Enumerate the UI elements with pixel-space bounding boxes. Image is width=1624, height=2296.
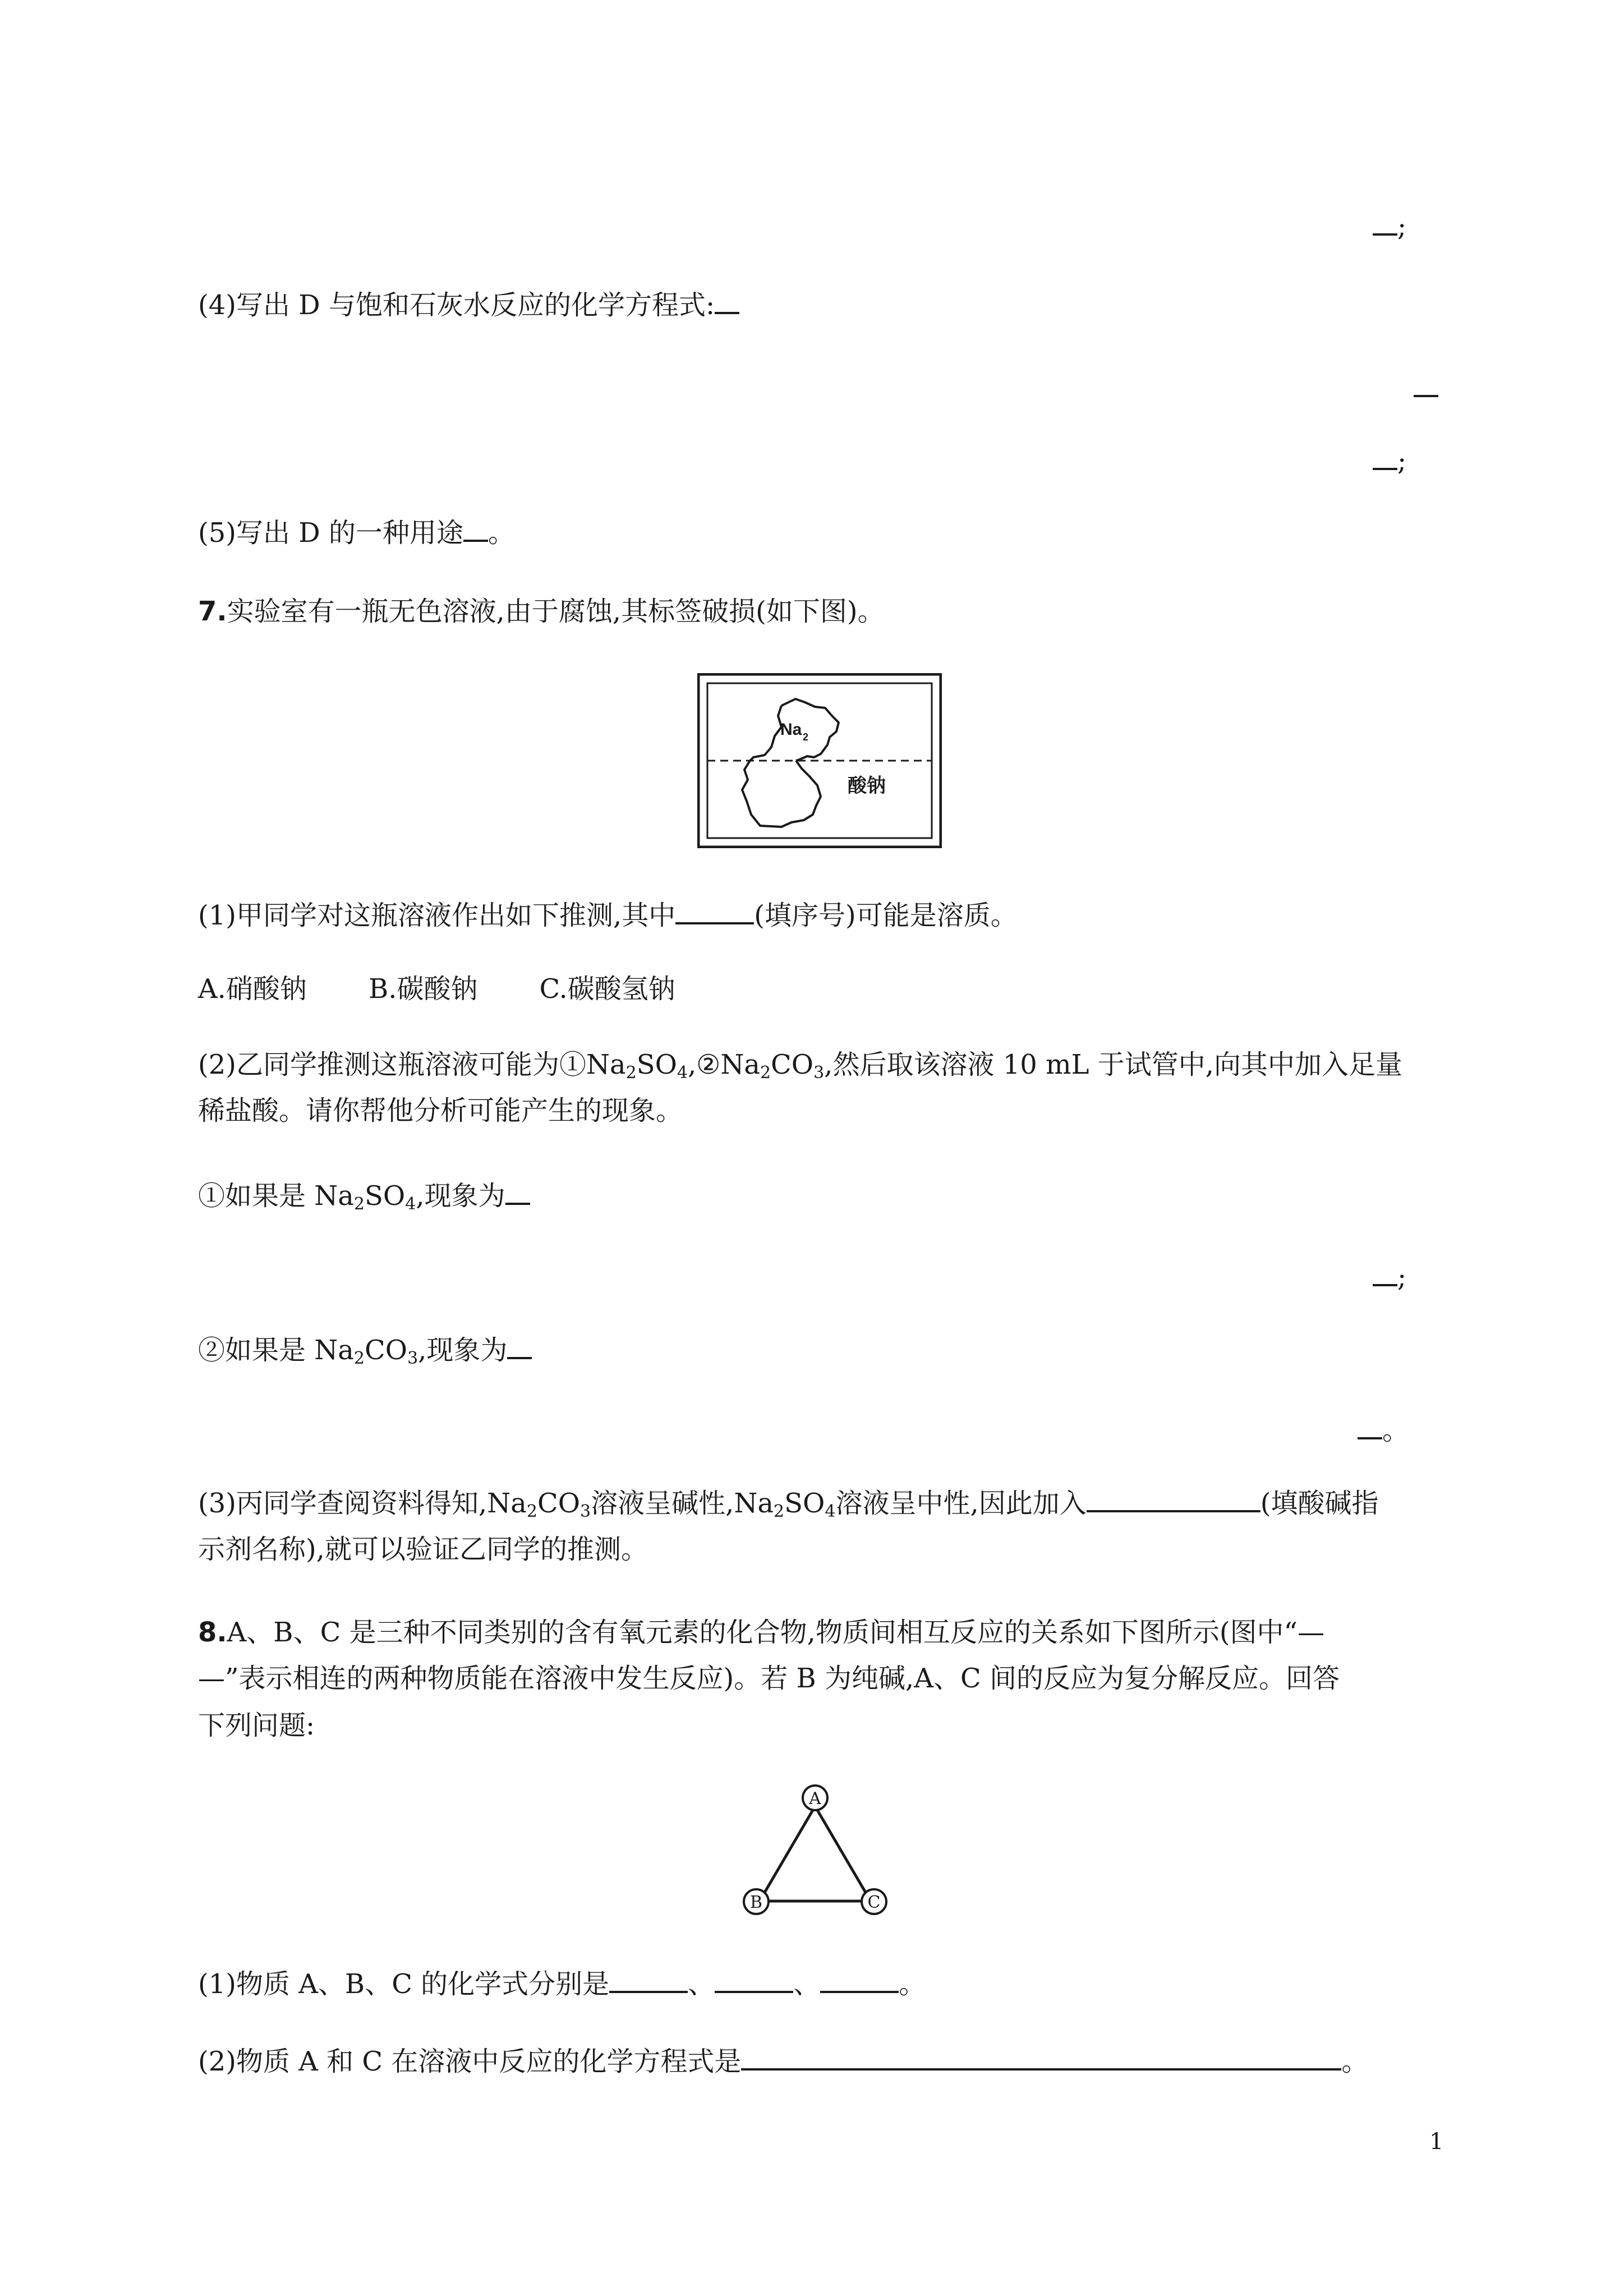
answer-blank[interactable] — [1373, 209, 1397, 236]
answer-blank[interactable] — [507, 1332, 532, 1359]
question-number: 8. — [198, 1617, 227, 1648]
answer-blank[interactable] — [1373, 1259, 1397, 1286]
answer-blank[interactable] — [1358, 1412, 1382, 1439]
question-7-2-case2: ②如果是 $Na_2CO_3$,现象为 — [198, 1332, 532, 1367]
formula-c-blank[interactable] — [820, 1966, 899, 1993]
label-fragment-top: Na — [780, 720, 802, 739]
node-b — [744, 1889, 769, 1914]
option-a[interactable]: A.硝酸钠 — [198, 973, 307, 1005]
question-8-line2: —”表示相连的两种物质能在溶液中发生反应)。若 B 为纯碱,A、C 间的反应为复分解反应。回答 — [198, 1663, 1340, 1694]
question-number: 7. — [198, 596, 227, 627]
question-8-1: (1)物质 A、B、C 的化学式分别是 、 、 。 — [198, 1966, 926, 2001]
answer-line-end: 。 — [1358, 1412, 1409, 1447]
question-8-line3: 下列问题: — [198, 1710, 315, 1741]
answer-blank[interactable] — [715, 287, 739, 314]
answer-line-end: ; — [1373, 209, 1406, 243]
indicator-blank[interactable] — [1087, 1485, 1260, 1512]
svg-text:A: A — [809, 1789, 821, 1809]
answer-blank[interactable] — [675, 898, 754, 924]
option-c[interactable]: C.碳酸氢钠 — [539, 973, 675, 1005]
answer-blank[interactable] — [463, 515, 488, 542]
question-8-2: (2)物质 A 和 C 在溶液中反应的化学方程式是 。 — [198, 2044, 1368, 2078]
question-7-2-line2: 稀盐酸。请你帮他分析可能产生的现象。 — [198, 1095, 683, 1126]
question-7-1: (1)甲同学对这瓶溶液作出如下推测,其中 (填序号)可能是溶质。 — [198, 898, 1018, 932]
formula-b-blank[interactable] — [715, 1966, 793, 1993]
torn-label-figure — [697, 673, 942, 848]
option-b[interactable]: B.碳酸钠 — [368, 973, 478, 1005]
label-fragment-bottom: 酸钠 — [848, 775, 886, 797]
formula-a-blank[interactable] — [609, 1966, 688, 1993]
question-7-2-line1: (2)乙同学推测这瓶溶液可能为$①Na_2SO_4,②Na_2CO_3$,然后取该溶液 10 mL 于试管中,向其中加入足量 — [198, 1049, 1402, 1083]
answer-line-end: ; — [1373, 443, 1406, 478]
question-8-line1: 8.A、B、C 是三种不同类别的含有氧元素的化合物,物质间相互反应的关系如下图所示(图中“— — [198, 1617, 1325, 1648]
answer-line-mid — [1414, 370, 1438, 405]
question-7-options — [198, 972, 737, 1006]
question-6-4: (4)写出 D 与饱和石灰水反应的化学方程式: — [198, 287, 739, 322]
answer-blank[interactable] — [1373, 443, 1397, 470]
question-7-3-line1: (3)丙同学查阅资料得知$,Na_2CO_3$溶液呈碱性$,Na_2SO_4$溶液呈中性,因此加入 (填酸碱指 — [198, 1485, 1378, 1520]
question-7-2-case1: ①如果是 $Na_2SO_4$,现象为 — [198, 1178, 530, 1213]
answer-blank[interactable] — [505, 1178, 530, 1205]
equation-blank[interactable] — [741, 2044, 1341, 2070]
question-7-stem: 7.实验室有一瓶无色溶液,由于腐蚀,其标签破损(如下图)。 — [198, 596, 885, 627]
node-c — [862, 1889, 886, 1914]
answer-blank[interactable] — [1414, 370, 1438, 397]
question-6-5: (5)写出 D 的一种用途 。 — [198, 515, 515, 550]
page-number: 1 — [1429, 2129, 1444, 2155]
triangle-relation-diagram — [739, 1784, 891, 1924]
svg-text:B: B — [749, 1893, 763, 1912]
node-a — [803, 1786, 827, 1810]
answer-line-end: ; — [1373, 1259, 1406, 1294]
question-7-3-line2: 示剂名称),就可以验证乙同学的推测。 — [198, 1534, 648, 1565]
label-fragment-sub: 2 — [803, 731, 809, 743]
svg-text:C: C — [867, 1893, 881, 1912]
